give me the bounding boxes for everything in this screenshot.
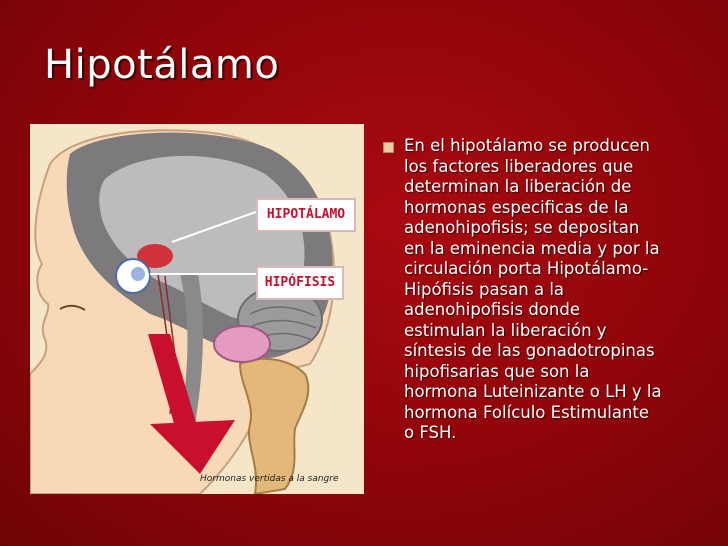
hair-scrunchie: [214, 326, 270, 362]
bullet-line: síntesis de las gonadotropinas: [404, 341, 655, 360]
bullet-line: hormona Folículo Estimulante: [404, 402, 650, 422]
bullet-line: o FSH.: [404, 423, 457, 442]
bullet-line: adenohipofisis donde: [404, 300, 580, 319]
bullet-item: [380, 136, 690, 444]
bullet-line: Hipófisis pasan a la: [404, 279, 565, 299]
bullet-line: estimulan la liberación y: [404, 320, 607, 340]
label-pituitary: HIPÓFISIS: [256, 266, 344, 300]
bullet-line: en la eminencia media y por la: [404, 238, 660, 258]
bullet-line: En el hipotálamo se producen: [404, 136, 651, 155]
bullet-line: adenohipofisis; se depositan: [404, 218, 640, 237]
hypothalamus-illustration: [30, 124, 364, 494]
bullet-line: circulación porta Hipotálamo-: [404, 259, 649, 278]
bullet-line: hipofisarias que son la: [404, 361, 590, 381]
bullet-line: determinan la liberación de: [404, 177, 632, 196]
bullet-list: [380, 136, 690, 444]
bullet-text: [404, 136, 690, 444]
pituitary-core: [131, 267, 145, 281]
figure-caption: Hormonas vertidas a la sangre: [200, 474, 339, 484]
square-bullet-icon: [383, 142, 394, 153]
bullet-line: los factores liberadores que: [404, 156, 634, 176]
slide-title: Hipotálamo: [44, 42, 280, 88]
head-diagram: [30, 124, 364, 494]
bullet-line: hormona Luteinizante o LH y la: [404, 382, 662, 401]
bullet-line: hormonas especificas de la: [404, 197, 629, 217]
label-hypothalamus: HIPOTÁLAMO: [256, 198, 356, 232]
